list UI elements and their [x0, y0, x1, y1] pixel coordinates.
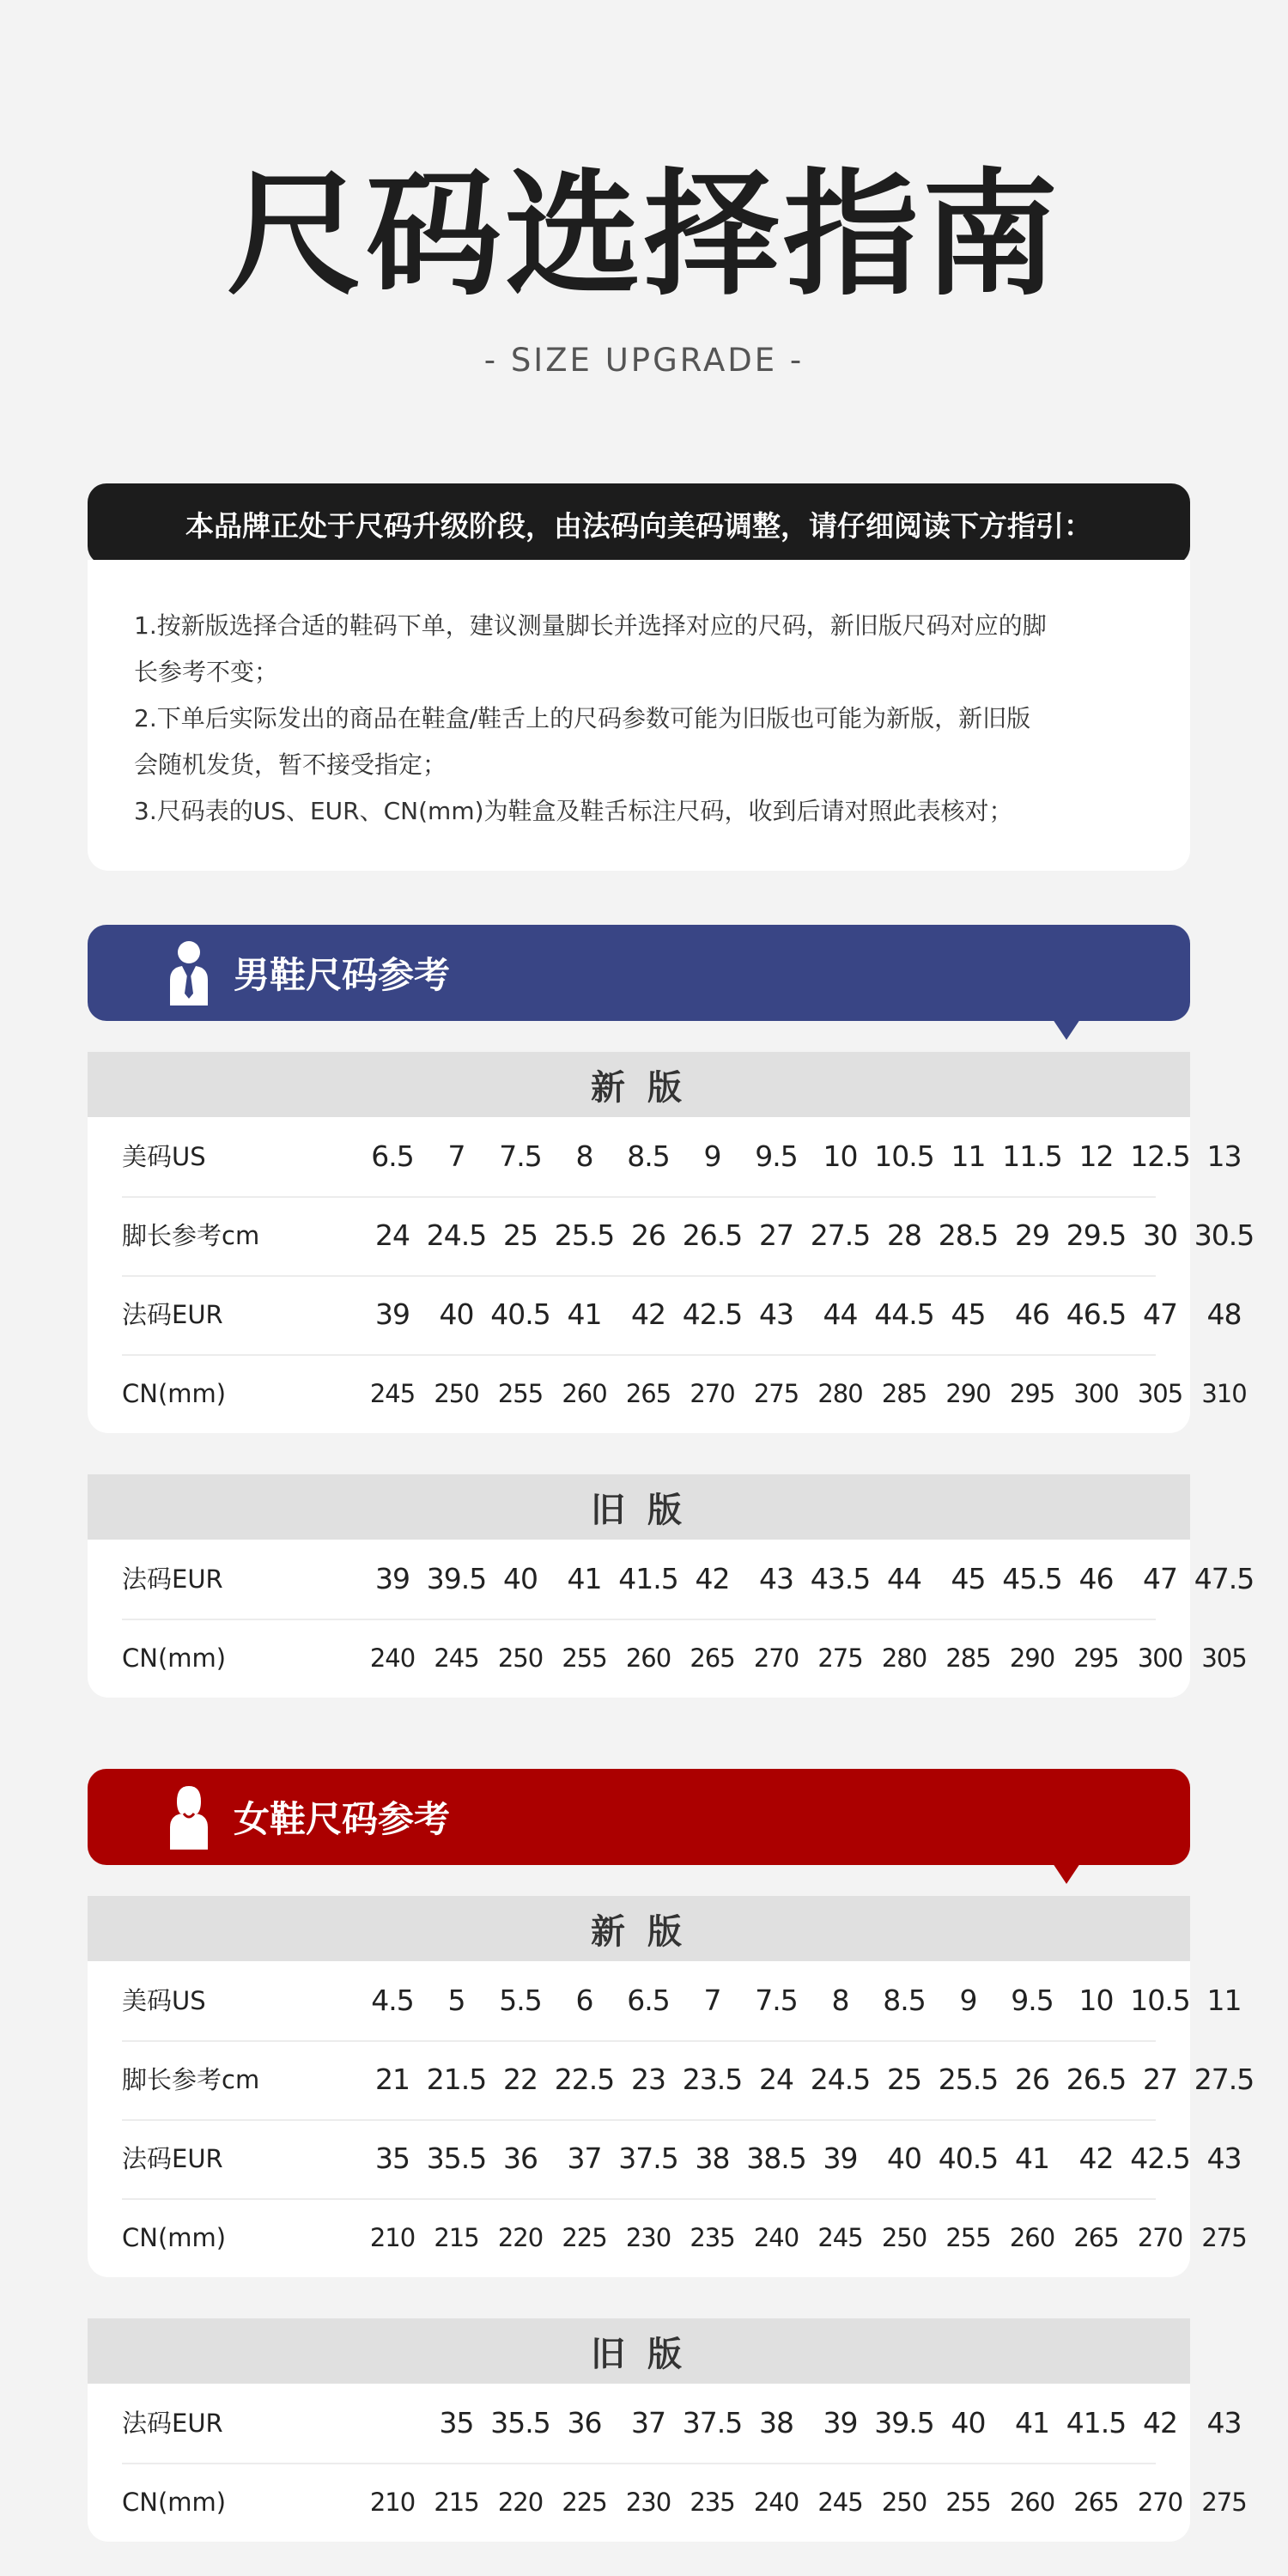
men-new-size-cell: 11.5: [1002, 1139, 1062, 1173]
women-new-size-cell: 27: [1143, 2063, 1177, 2096]
women-old-size-cell: 235: [690, 2488, 735, 2517]
page-subtitle: - SIZE UPGRADE -: [483, 342, 805, 379]
men-old-row-label: CN(mm): [122, 1643, 227, 1673]
women-new-size-cell: 21.5: [426, 2063, 487, 2096]
women-new-size-cell: 240: [753, 2223, 799, 2252]
men-old-size-cell: 290: [1009, 1643, 1055, 1673]
women-new-size-cell: 9.5: [1011, 1984, 1054, 2017]
men-new-size-cell: 7.5: [499, 1139, 542, 1173]
women-new-size-cell: 40.5: [938, 2142, 999, 2175]
men-new-rows: [88, 1117, 1255, 1433]
men-old-size-cell: 250: [497, 1643, 544, 1673]
women-new-size-table: [88, 1896, 1255, 2277]
women-new-size-cell: 25: [887, 2063, 921, 2096]
women-old-size-cell: 41.5: [1066, 2406, 1127, 2439]
women-new-row-label: 美码US: [122, 1986, 206, 2015]
women-old-rows: [88, 2384, 1247, 2542]
men-new-row: [88, 1117, 1242, 1196]
men-new-size-cell: 280: [817, 1379, 863, 1408]
men-old-size-cell: 45.5: [1002, 1562, 1062, 1595]
men-new-size-cell: 29: [1015, 1218, 1049, 1252]
women-new-size-cell: 8: [831, 1984, 849, 2017]
women-new-size-cell: 215: [434, 2223, 479, 2252]
women-old-size-cell: 255: [945, 2488, 991, 2517]
men-new-size-cell: 25: [503, 1218, 538, 1252]
men-new-size-cell: 30.5: [1194, 1218, 1255, 1252]
men-new-size-cell: 42.5: [682, 1297, 743, 1331]
women-new-row: [88, 2119, 1242, 2198]
women-new-row-label: 法码EUR: [122, 2144, 223, 2173]
men-new-version-title: 新 版: [88, 1052, 1190, 1117]
women-new-size-cell: 42: [1078, 2142, 1114, 2175]
women-old-size-cell: 275: [1201, 2488, 1247, 2517]
men-old-version-title: 旧 版: [88, 1474, 1190, 1540]
men-new-size-cell: 26.5: [682, 1218, 743, 1252]
women-new-size-cell: 38.5: [746, 2142, 806, 2175]
women-new-size-cell: 230: [625, 2223, 671, 2252]
men-old-size-cell: 43: [759, 1562, 793, 1595]
men-new-size-cell: 290: [945, 1379, 991, 1408]
men-new-size-cell: 29.5: [1066, 1218, 1127, 1252]
women-old-row-label: 法码EUR: [122, 2409, 223, 2438]
men-new-row-label: 法码EUR: [122, 1300, 223, 1329]
women-new-row: [88, 2198, 1247, 2277]
women-new-size-cell: 245: [817, 2223, 863, 2252]
men-old-size-cell: 285: [945, 1643, 991, 1673]
women-new-size-cell: 22: [503, 2063, 538, 2096]
men-new-size-cell: 295: [1009, 1379, 1055, 1408]
women-old-version-title: 旧 版: [88, 2318, 1190, 2384]
women-new-size-cell: 21: [375, 2063, 410, 2096]
men-old-size-cell: 47: [1143, 1562, 1177, 1595]
women-section-header: [88, 1769, 1190, 1865]
men-new-size-cell: 275: [753, 1379, 799, 1408]
men-new-size-cell: 6.5: [371, 1139, 414, 1173]
men-new-size-cell: 250: [434, 1379, 479, 1408]
men-new-size-cell: 47: [1143, 1297, 1177, 1331]
men-section-header: [88, 925, 1190, 1021]
women-new-size-cell: 22.5: [554, 2063, 615, 2096]
men-new-size-cell: 300: [1073, 1379, 1119, 1408]
men-new-size-cell: 44.5: [874, 1297, 934, 1331]
women-old-size-cell: 220: [497, 2488, 544, 2517]
men-old-size-cell: 265: [690, 1643, 735, 1673]
men-new-size-cell: 10.5: [874, 1139, 934, 1173]
women-new-size-cell: 270: [1137, 2223, 1183, 2252]
women-old-size-cell: 37: [631, 2406, 665, 2439]
women-new-size-cell: 41: [1015, 2142, 1049, 2175]
men-new-row: [88, 1275, 1242, 1354]
women-old-row-label: CN(mm): [122, 2488, 227, 2517]
women-new-size-cell: 40: [887, 2142, 921, 2175]
men-old-size-cell: 41: [567, 1562, 602, 1595]
women-old-row: [88, 2384, 1242, 2463]
men-new-size-cell: 43: [759, 1297, 793, 1331]
men-new-size-cell: 13: [1206, 1139, 1242, 1173]
women-new-size-cell: 35: [375, 2142, 410, 2175]
men-new-size-cell: 25.5: [554, 1218, 615, 1252]
men-old-size-cell: 275: [817, 1643, 863, 1673]
women-old-size-cell: 225: [562, 2488, 607, 2517]
men-old-size-cell: 43.5: [810, 1562, 871, 1595]
notice-line: 3.尺码表的US、EUR、CN(mm)为鞋盒及鞋舌标注尺码，收到后请对照此表核对；: [134, 797, 1013, 825]
men-new-size-cell: 305: [1137, 1379, 1183, 1408]
women-new-row-label: CN(mm): [122, 2223, 227, 2252]
women-new-size-cell: 7: [703, 1984, 721, 2017]
men-new-size-cell: 9.5: [755, 1139, 798, 1173]
women-new-size-cell: 24.5: [810, 2063, 871, 2096]
women-new-size-cell: 27.5: [1194, 2063, 1255, 2096]
women-new-size-cell: 23.5: [682, 2063, 743, 2096]
men-old-size-cell: 280: [881, 1643, 927, 1673]
men-new-size-cell: 245: [369, 1379, 416, 1408]
women-new-size-cell: 6: [575, 1984, 593, 2017]
men-new-size-cell: 45: [951, 1297, 986, 1331]
women-new-rows: [88, 1961, 1255, 2277]
men-new-size-cell: 27.5: [810, 1218, 871, 1252]
men-new-size-cell: 255: [497, 1379, 544, 1408]
men-new-size-cell: 41: [567, 1297, 602, 1331]
women-new-size-cell: 42.5: [1130, 2142, 1190, 2175]
men-new-size-cell: 24.5: [426, 1218, 487, 1252]
women-new-size-cell: 5: [447, 1984, 465, 2017]
women-new-size-cell: 35.5: [426, 2142, 487, 2175]
women-old-size-cell: 42: [1143, 2406, 1177, 2439]
men-old-row: [88, 1619, 1247, 1698]
men-new-size-cell: 46: [1015, 1297, 1049, 1331]
women-old-size-cell: 245: [817, 2488, 863, 2517]
men-old-size-cell: 40: [503, 1562, 538, 1595]
men-new-size-cell: 7: [447, 1139, 465, 1173]
women-new-size-cell: 4.5: [371, 1984, 414, 2017]
notice-line: 会随机发货，暂不接受指定；: [134, 750, 447, 779]
men-new-size-cell: 44: [823, 1297, 858, 1331]
men-old-size-table: [88, 1474, 1255, 1698]
woman-person-icon: [167, 1784, 211, 1850]
men-new-size-cell: 8.5: [627, 1139, 670, 1173]
women-new-size-cell: 5.5: [499, 1984, 542, 2017]
women-old-size-cell: 40: [951, 2406, 986, 2439]
men-old-size-cell: 45: [951, 1562, 986, 1595]
women-new-size-cell: 23: [631, 2063, 665, 2096]
notice-line: 2.下单后实际发出的商品在鞋盒/鞋舌上的尺码参数可能为旧版也可能为新版，新旧版: [134, 704, 1031, 732]
women-old-size-cell: 215: [434, 2488, 479, 2517]
women-old-size-cell: [358, 2384, 427, 2463]
women-new-size-cell: 10.5: [1130, 1984, 1190, 2017]
women-old-size-cell: 38: [759, 2406, 793, 2439]
men-new-size-cell: 11: [951, 1139, 986, 1173]
men-old-row: [88, 1540, 1255, 1619]
men-old-size-cell: 300: [1137, 1643, 1183, 1673]
men-old-row-label: 法码EUR: [122, 1564, 223, 1594]
men-old-size-cell: 260: [625, 1643, 671, 1673]
women-new-size-cell: 235: [690, 2223, 735, 2252]
women-header-pointer: [1053, 1863, 1080, 1884]
women-new-size-cell: 26.5: [1066, 2063, 1127, 2096]
women-new-size-cell: 250: [881, 2223, 927, 2252]
women-old-size-cell: 39: [823, 2406, 858, 2439]
men-new-size-cell: 24: [375, 1218, 410, 1252]
men-new-size-cell: 310: [1201, 1379, 1247, 1408]
men-new-row: [88, 1196, 1255, 1275]
women-old-size-cell: 240: [753, 2488, 799, 2517]
women-new-size-cell: 265: [1073, 2223, 1119, 2252]
women-new-size-cell: 10: [1078, 1984, 1114, 2017]
women-old-size-cell: 210: [369, 2488, 416, 2517]
men-new-row-label: 美码US: [122, 1142, 206, 1171]
women-old-size-cell: 41: [1015, 2406, 1049, 2439]
women-new-size-cell: 25.5: [938, 2063, 999, 2096]
men-new-size-cell: 8: [575, 1139, 593, 1173]
women-new-size-cell: 255: [945, 2223, 991, 2252]
men-old-size-cell: 41.5: [618, 1562, 678, 1595]
women-old-row: [88, 2463, 1247, 2542]
men-new-size-cell: 270: [690, 1379, 735, 1408]
men-new-size-cell: 28.5: [938, 1218, 999, 1252]
men-old-size-cell: 39: [375, 1562, 410, 1595]
women-old-size-cell: 270: [1137, 2488, 1183, 2517]
women-new-size-cell: 26: [1015, 2063, 1049, 2096]
women-new-size-cell: 210: [369, 2223, 416, 2252]
men-old-size-cell: 295: [1073, 1643, 1119, 1673]
women-new-size-cell: 220: [497, 2223, 544, 2252]
men-new-row-label: CN(mm): [122, 1379, 227, 1408]
men-old-size-cell: 255: [562, 1643, 607, 1673]
notice-box: [88, 560, 1190, 871]
men-section-title: 男鞋尺码参考: [234, 954, 451, 996]
men-new-size-cell: 40: [439, 1297, 474, 1331]
women-old-size-cell: 35.5: [490, 2406, 550, 2439]
women-new-version-title: 新 版: [88, 1896, 1190, 1961]
women-old-size-cell: 230: [625, 2488, 671, 2517]
men-old-size-cell: 240: [369, 1643, 416, 1673]
women-old-size-cell: 260: [1009, 2488, 1055, 2517]
women-old-size-cell: 43: [1206, 2406, 1242, 2439]
women-new-size-cell: 8.5: [883, 1984, 926, 2017]
men-new-size-cell: 27: [759, 1218, 793, 1252]
women-new-size-cell: 9: [959, 1984, 977, 2017]
women-new-size-cell: 7.5: [755, 1984, 798, 2017]
men-new-size-cell: 42: [631, 1297, 665, 1331]
men-new-size-cell: 46.5: [1066, 1297, 1127, 1331]
women-old-size-cell: 36: [567, 2406, 602, 2439]
men-old-size-cell: 270: [753, 1643, 799, 1673]
men-new-row: [88, 1354, 1247, 1433]
men-header-pointer: [1053, 1019, 1080, 1040]
men-new-size-cell: 10: [823, 1139, 858, 1173]
women-old-size-table: [88, 2318, 1247, 2542]
women-new-size-cell: 37: [567, 2142, 602, 2175]
women-old-size-cell: 265: [1073, 2488, 1119, 2517]
page-title: 尺码选择指南: [227, 156, 1061, 314]
men-new-size-cell: 28: [887, 1218, 921, 1252]
women-new-size-cell: 39: [823, 2142, 858, 2175]
men-new-size-cell: 26: [631, 1218, 665, 1252]
women-new-size-cell: 36: [503, 2142, 538, 2175]
women-new-size-cell: 260: [1009, 2223, 1055, 2252]
men-old-rows: [88, 1540, 1255, 1698]
men-new-size-cell: 285: [881, 1379, 927, 1408]
men-old-size-cell: 47.5: [1194, 1562, 1255, 1595]
women-old-size-cell: 250: [881, 2488, 927, 2517]
women-new-row: [88, 2040, 1255, 2119]
women-new-size-cell: 275: [1201, 2223, 1247, 2252]
women-new-size-cell: 24: [759, 2063, 793, 2096]
men-new-size-cell: 260: [562, 1379, 607, 1408]
men-old-size-cell: 245: [434, 1643, 479, 1673]
men-new-size-cell: 9: [703, 1139, 721, 1173]
notice-line: 1.按新版选择合适的鞋码下单，建议测量脚长并选择对应的尺码，新旧版尺码对应的脚: [134, 611, 1047, 640]
notice-banner-text: 本品牌正处于尺码升级阶段，由法码向美码调整，请仔细阅读下方指引：: [185, 509, 1092, 543]
women-new-size-cell: 6.5: [627, 1984, 670, 2017]
men-new-size-table: [88, 1052, 1255, 1433]
women-new-size-cell: 43: [1206, 2142, 1242, 2175]
notice-banner: [88, 483, 1190, 565]
men-new-size-cell: 30: [1143, 1218, 1177, 1252]
women-new-size-cell: 225: [562, 2223, 607, 2252]
men-new-size-cell: 40.5: [490, 1297, 550, 1331]
men-new-size-cell: 265: [625, 1379, 671, 1408]
women-new-row: [88, 1961, 1242, 2040]
man-person-icon: [167, 940, 211, 1005]
women-old-size-cell: 39.5: [874, 2406, 934, 2439]
women-new-size-cell: 38: [695, 2142, 730, 2175]
women-new-row-label: 脚长参考cm: [122, 2065, 260, 2094]
women-new-size-cell: 11: [1206, 1984, 1242, 2017]
men-new-size-cell: 48: [1206, 1297, 1242, 1331]
men-old-size-cell: 44: [887, 1562, 921, 1595]
women-old-size-cell: 37.5: [682, 2406, 743, 2439]
men-new-row-label: 脚长参考cm: [122, 1221, 260, 1250]
women-section-title: 女鞋尺码参考: [234, 1798, 451, 1840]
men-old-size-cell: 46: [1078, 1562, 1114, 1595]
men-new-size-cell: 39: [375, 1297, 410, 1331]
men-old-size-cell: 42: [695, 1562, 730, 1595]
women-old-size-cell: 35: [439, 2406, 474, 2439]
men-old-size-cell: 305: [1201, 1643, 1247, 1673]
men-new-size-cell: 12.5: [1130, 1139, 1190, 1173]
men-new-size-cell: 12: [1078, 1139, 1114, 1173]
notice-line: 长参考不变；: [134, 658, 279, 686]
women-new-size-cell: 37.5: [618, 2142, 678, 2175]
men-old-size-cell: 39.5: [426, 1562, 487, 1595]
